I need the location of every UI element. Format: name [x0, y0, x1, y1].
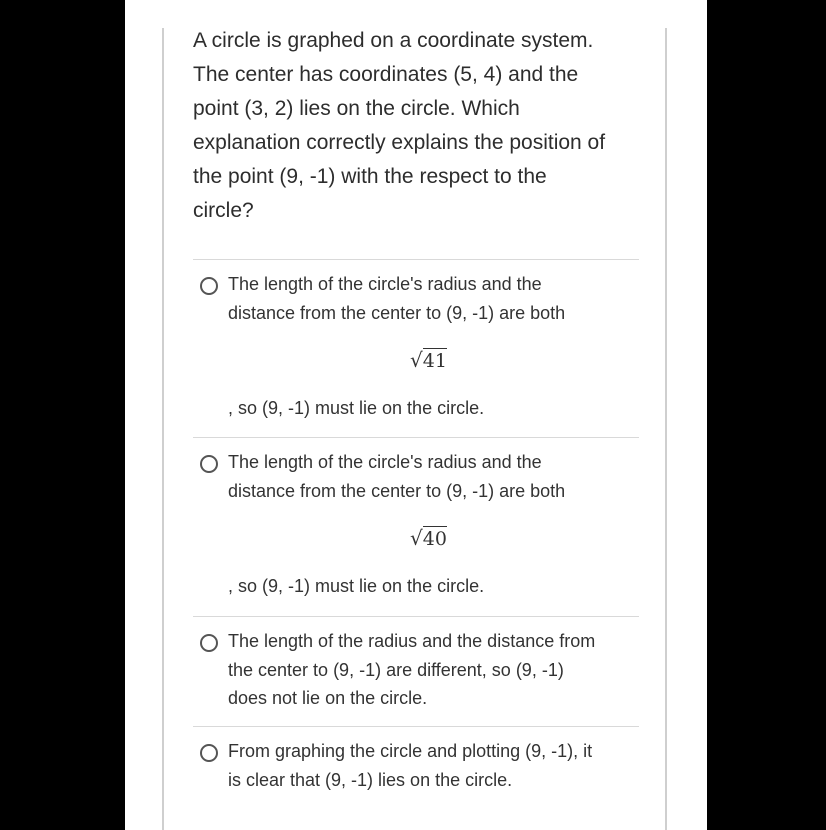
divider	[193, 437, 639, 438]
answer-option-3[interactable]	[193, 627, 639, 717]
option-text: The length of the circle's radius and the distance from the center to (9, -1) are both	[228, 452, 566, 501]
answer-option-1[interactable]	[193, 270, 639, 430]
answer-option-2[interactable]	[193, 448, 639, 608]
math-expression	[410, 526, 447, 550]
panel-right-border	[665, 28, 667, 830]
math-expression	[410, 348, 447, 372]
answer-option-4[interactable]	[193, 737, 639, 807]
radicand: 40	[422, 528, 447, 550]
square-root-symbol: √	[410, 348, 423, 372]
panel-left-border	[162, 28, 164, 830]
square-root-symbol: √	[410, 526, 423, 550]
radio-button[interactable]	[200, 634, 218, 652]
option-text-continuation: , so (9, -1) must lie on the circle.	[228, 576, 485, 596]
radio-button[interactable]	[200, 277, 218, 295]
divider	[193, 259, 639, 260]
divider	[193, 616, 639, 617]
option-text: From graphing the circle and plotting (9, -1), it is clear that (9, -1) lies on the circle.	[228, 741, 593, 790]
divider	[193, 726, 639, 727]
radio-button[interactable]	[200, 455, 218, 473]
option-text: The length of the radius and the distance from the center to (9, -1) are different, so (9, -1) does not lie on the circle.	[228, 631, 596, 708]
option-text: The length of the circle's radius and the distance from the center to (9, -1) are both	[228, 274, 566, 323]
question-text: A circle is graphed on a coordinate system. The center has coordinates (5, 4) and the point (3, 2) lies on the circle. Which explanation correctly explains the position of the point (9, -1) with the respect to the circle?	[193, 29, 606, 222]
option-text-continuation: , so (9, -1) must lie on the circle.	[228, 398, 485, 418]
radio-button[interactable]	[200, 744, 218, 762]
radicand: 41	[422, 350, 447, 372]
